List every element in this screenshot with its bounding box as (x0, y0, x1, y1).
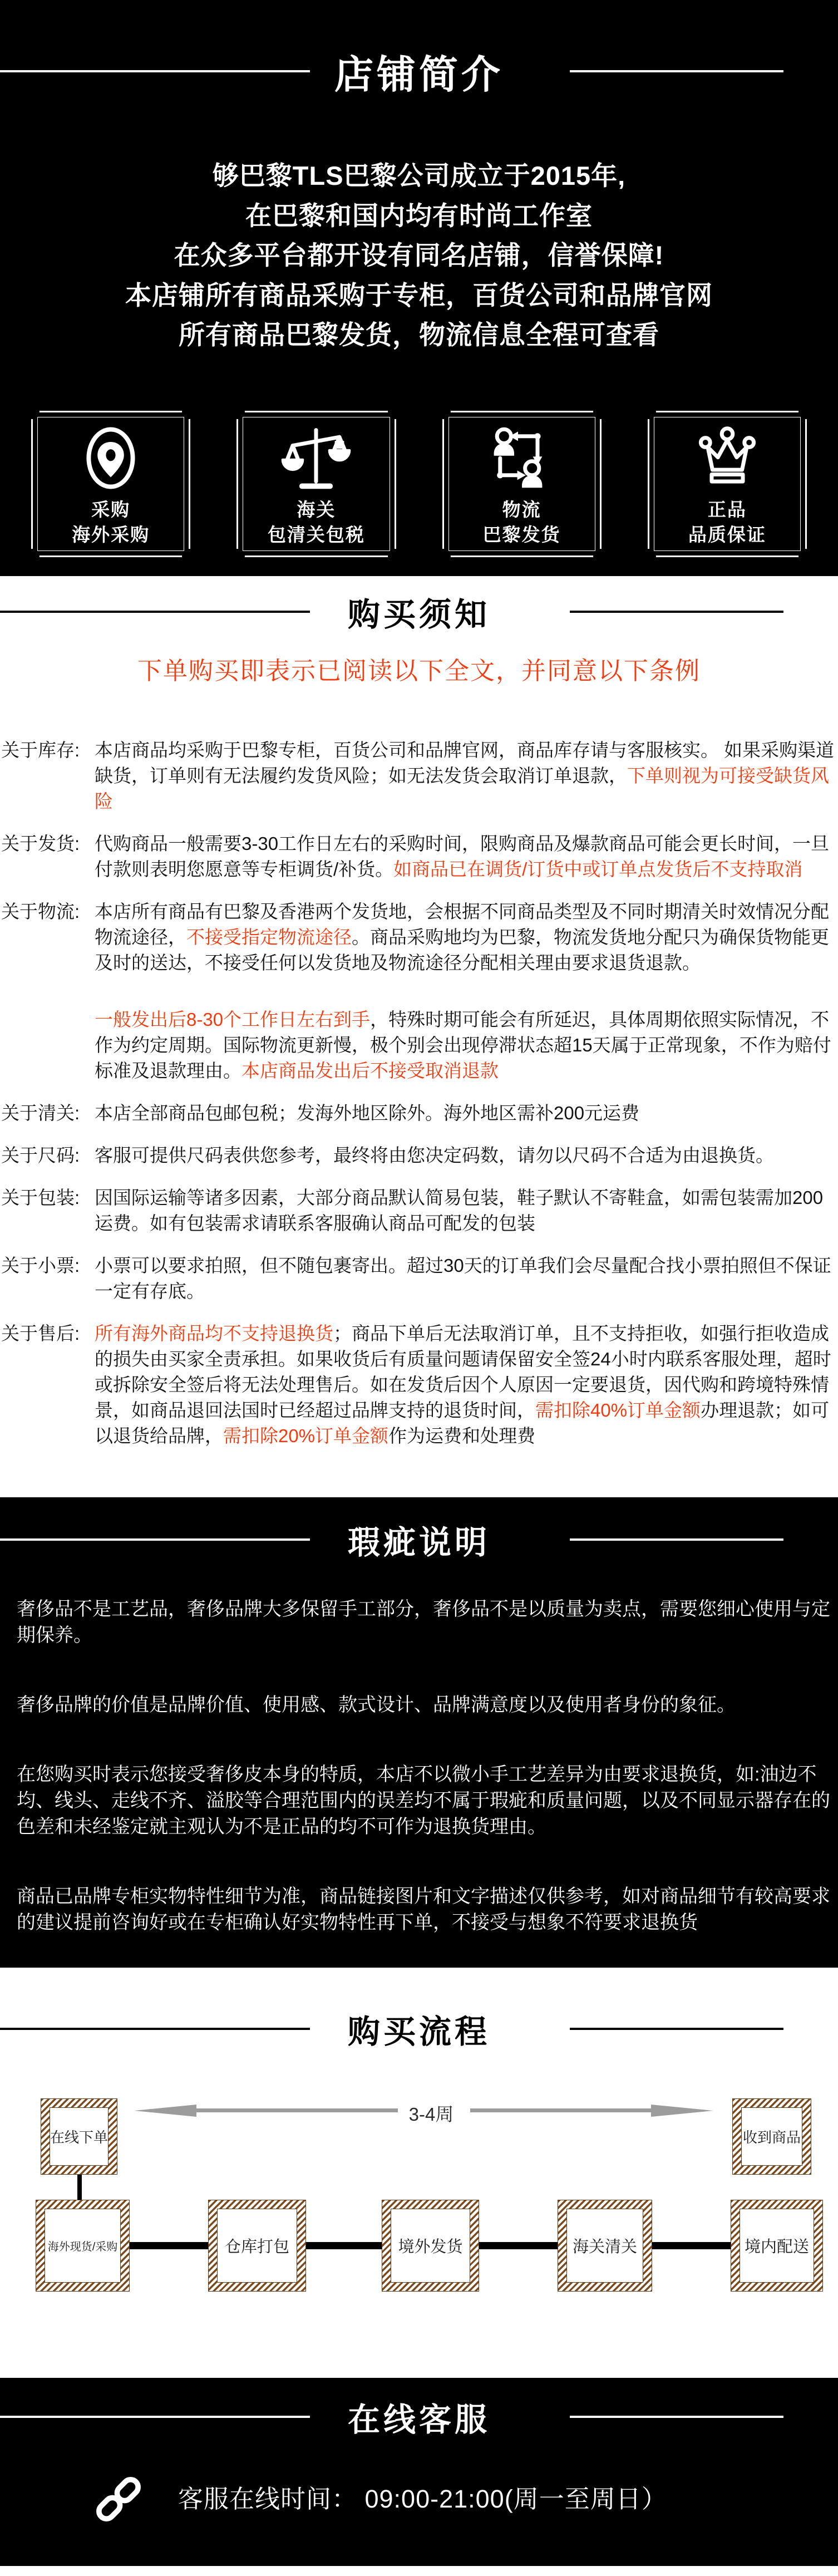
arrow-right-icon (651, 2105, 713, 2117)
store-intro-line: 所有商品巴黎发货，物流信息全程可查看 (179, 320, 659, 350)
notice-item (0, 899, 836, 1084)
title-divider-right (570, 611, 783, 613)
flow-connector-horizontal (130, 2242, 208, 2249)
corner-notch (230, 549, 245, 563)
arrow-left-shaft (195, 2108, 398, 2112)
purchase-notice-title-row (0, 593, 838, 631)
notice-item-label: 关于物流: (1, 901, 80, 922)
notice-item-text (95, 1321, 836, 1449)
notice-item-label: 关于尺码: (1, 1145, 80, 1166)
corner-notch (182, 549, 196, 563)
notice-item (0, 1253, 836, 1304)
flow-node-label: 境内配送 (740, 2209, 814, 2283)
notice-item-label: 关于小票: (1, 1255, 80, 1276)
corner-notch (798, 549, 813, 563)
notice-item-text (95, 738, 836, 814)
logistics-exchange-icon (483, 419, 561, 497)
notice-text: 客服可提供尺码表供您参考，最终将由您决定码数，请勿以尺码不合适为由退换货。 (95, 1145, 774, 1166)
corner-notch (25, 405, 40, 419)
corner-notch (593, 549, 608, 563)
customer-service-title-row (0, 2398, 838, 2436)
feature-label: 物流 (502, 499, 541, 520)
notice-item-label: 关于包装: (1, 1187, 80, 1208)
flow-node-4 (558, 2200, 652, 2292)
notice-item-list (0, 738, 838, 1449)
corner-notch (642, 549, 656, 563)
flow-node-2 (208, 2200, 306, 2292)
store-intro-line: 够巴黎TLS巴黎公司成立于2015年, (212, 161, 626, 190)
store-intro-text (0, 156, 838, 355)
corner-notch (25, 549, 40, 563)
notice-text: 本店全部商品包邮包税；发海外地区除外。海外地区需补200元运费 (95, 1103, 640, 1123)
notice-highlight-text: 下单则视为可接受缺货风险 (95, 765, 829, 812)
feature-box (31, 411, 190, 557)
service-hours-text: 客服在线时间： 09:00-21:00(周一至周日） (178, 2485, 667, 2513)
title-divider-right (570, 70, 783, 72)
notice-text: 办理退款；如可以退货给品牌， (95, 1400, 830, 1446)
flow-connector-horizontal (652, 2242, 731, 2249)
notice-item-label: 关于清关: (1, 1103, 80, 1123)
feature-label: 海外采购 (72, 524, 150, 545)
defect-paragraph-list (0, 1596, 838, 1936)
corner-notch (798, 405, 813, 419)
corner-notch (182, 405, 196, 419)
section-purchase-flow (0, 1968, 838, 2378)
notice-highlight-text: 需扣除40%订单金额 (535, 1400, 701, 1420)
bottom-spacer (0, 2566, 838, 2576)
notice-text: ；商品下单后无法取消订单，且不支持拒收，如强行拒收造成的损失由买家全责承担。如果收货后有质量问题请保留安全签24小时内联系客服处理，超时或拆除安全签后将无法处理售后。如在发货后因个人原因一定要退货，因代购和跨境特殊情景，如商品退回法国时已经超过品牌支持的退货时间， (95, 1323, 831, 1420)
notice-item-text (95, 1100, 836, 1126)
flow-connector-horizontal (479, 2242, 558, 2249)
location-pin-icon (74, 419, 147, 497)
feature-box (442, 411, 602, 557)
defect-paragraph: 奢侈品牌的价值是品牌价值、使用感、款式设计、品牌满意度以及使用者身份的象征。 (17, 1694, 736, 1715)
store-intro-line: 在众多平台都开设有同名店铺，信誉保障! (174, 240, 664, 270)
flow-node-3 (382, 2200, 479, 2292)
defect-paragraph: 在您购买时表示您接受奢侈皮本身的特质，本店不以微小手工艺差异为由要求退换货，如:油边不均、线头、走线不齐、溢胶等合理范围内的误差均不属于瑕疵和质量问题，以及不同显示器存在的色差和未经鉴定就主观认为不是正品的均不可作为退换货理由。 (17, 1764, 830, 1837)
feature-box (236, 411, 396, 557)
store-intro-line: 在巴黎和国内均有时尚工作室 (245, 200, 593, 230)
feature-label: 正品 (707, 499, 747, 520)
notice-item-text (95, 1143, 836, 1168)
corner-notch (230, 405, 245, 419)
notice-item-label: 关于库存: (1, 740, 80, 760)
purchase-flow-title: 购买流程 (347, 2014, 490, 2050)
notice-highlight-text: 一般发出后8-30个工作日左右到手 (95, 1009, 371, 1030)
corner-notch (388, 405, 402, 419)
notice-item (0, 831, 836, 882)
section-store-intro (0, 0, 838, 576)
notice-banner: 下单购买即表示已阅读以下全文，并同意以下条例 (137, 657, 701, 685)
notice-item-label: 关于售后: (1, 1323, 80, 1344)
notice-highlight-text: 不接受指定物流途径 (186, 927, 352, 947)
feature-label: 采购 (91, 499, 131, 520)
notice-highlight-text: 所有海外商品均不支持退换货 (95, 1323, 333, 1344)
defect-paragraph: 商品已品牌专柜实物特性细节为准，商品链接图片和文字描述仅供参考，如对商品细节有较高要求的建议提前咨询好或在专柜确认好实物特性再下单，不接受与想象不符要求退换货 (17, 1886, 830, 1933)
corner-notch (593, 405, 608, 419)
notice-highlight-text: 需扣除20%订单金额 (223, 1425, 389, 1446)
feature-badges (0, 411, 838, 557)
flow-node-label: 仓库打包 (217, 2209, 297, 2283)
feature-label: 包清关包税 (267, 524, 365, 545)
corner-notch (436, 549, 451, 563)
notice-text: 因国际运输等诸多因素，大部分商品默认简易包装，鞋子默认不寄鞋盒，如需包装需加200运费。如有包装需求请联系客服确认商品可配发的包装 (95, 1187, 824, 1233)
notice-highlight-text: 本店商品发出后不接受取消退款 (241, 1060, 499, 1081)
flow-node-label: 境外发货 (391, 2209, 470, 2283)
flow-connector-horizontal (306, 2242, 382, 2249)
defect-paragraph: 奢侈品不是工艺品，奢侈品牌大多保留手工部分，奢侈品不是以质量为卖点，需要您细心使用与定期保养。 (17, 1599, 830, 1646)
notice-text: 小票可以要求拍照，但不随包裹寄出。超过30天的订单我们会尽量配合找小票拍照但不保证一定有存底。 (95, 1255, 831, 1301)
flow-node-5 (731, 2200, 823, 2292)
notice-item (0, 1100, 836, 1126)
purchase-notice-title: 购买须知 (347, 597, 490, 633)
feature-label-group (268, 497, 365, 557)
notice-item (0, 1185, 836, 1236)
notice-item-text (95, 899, 836, 976)
corner-notch (642, 405, 656, 419)
flow-node-label: 海外现货/采购 (45, 2209, 121, 2283)
chain-link-icon (92, 2472, 145, 2526)
feature-label: 品质保证 (688, 524, 766, 545)
arrow-left-icon (134, 2105, 196, 2117)
flow-duration-label: 3-4周 (408, 2104, 454, 2125)
flow-node-receive-goods (732, 2098, 811, 2175)
flow-node-label: 海关清关 (566, 2209, 643, 2283)
notice-item (0, 1321, 836, 1449)
notice-text: 本店所有商品有巴黎及香港两个发货地，会根据不同商品类型及不同时期清关时效情况分配物流途径， (95, 901, 829, 947)
section-customer-service (0, 2378, 838, 2566)
flow-node-label: 在线下单 (50, 2107, 109, 2166)
notice-text: 。商品采购地均为巴黎，物流发货地分配只为确保货物能更及时的送达，不接受任何以发货地及物流途径分配相关理由要求退货退款。 (95, 927, 829, 973)
feature-box (648, 411, 807, 557)
flow-node-1 (36, 2200, 130, 2292)
section-purchase-notice (0, 576, 838, 1497)
feature-label: 巴黎发货 (482, 524, 561, 545)
notice-item-label: 关于发货: (1, 833, 80, 854)
defect-notes-title: 瑕疵说明 (347, 1525, 490, 1561)
flow-node-label: 收到商品 (741, 2107, 802, 2166)
flow-connector-vertical (77, 2175, 82, 2200)
store-intro-title: 店铺简介 (334, 52, 504, 96)
flow-diagram (0, 1968, 838, 2378)
notice-item-text (95, 1007, 836, 1084)
flow-node-order-online (41, 2098, 117, 2175)
feature-label-group (688, 497, 766, 557)
notice-text: 代购商品一般需要3-30工作日左右的采购时间，限购商品及爆款商品可能会更长时间，一旦付款则表明您愿意等专柜调货/补货。 (95, 833, 830, 879)
store-intro-line: 本店铺所有商品采购于专柜，百货公司和品牌官网 (125, 280, 713, 310)
notice-text: ，特殊时期可能会有所延迟，具体周期依照实际情况，不作为约定周期。国际物流更新慢，极个别会出现停滞状态超15天属于正常现象，不作为赔付标准及退款理由。 (95, 1009, 831, 1081)
crown-icon (686, 419, 769, 497)
store-intro-title-row (0, 49, 838, 94)
notice-item-text (95, 831, 836, 882)
corner-notch (388, 549, 402, 563)
feature-label: 海关 (297, 499, 336, 520)
notice-item-text (95, 1185, 836, 1236)
arrow-right-shaft (470, 2108, 651, 2112)
feature-label-group (72, 497, 150, 557)
balance-scale-icon (277, 419, 355, 497)
notice-item-text (95, 1253, 836, 1304)
title-divider-right (570, 1538, 783, 1541)
notice-item (0, 1143, 836, 1168)
notice-highlight-text: 如商品已在调货/订货中或订单点发货后不支持取消 (393, 859, 803, 879)
section-defect-notes (0, 1497, 838, 1968)
customer-service-title: 在线客服 (347, 2402, 490, 2438)
notice-item (0, 738, 836, 814)
notice-text: 本店商品均采购于巴黎专柜，百货公司和品牌官网，商品库存请与客服核实。 如果采购渠道缺货，订单则有无法履约发货风险；如无法发货会取消订单退款， (95, 740, 835, 786)
feature-label-group (483, 497, 561, 557)
notice-text: 作为运费和处理费 (388, 1425, 536, 1446)
title-divider-right (570, 2416, 783, 2418)
corner-notch (436, 405, 451, 419)
defect-notes-title-row (0, 1521, 838, 1559)
